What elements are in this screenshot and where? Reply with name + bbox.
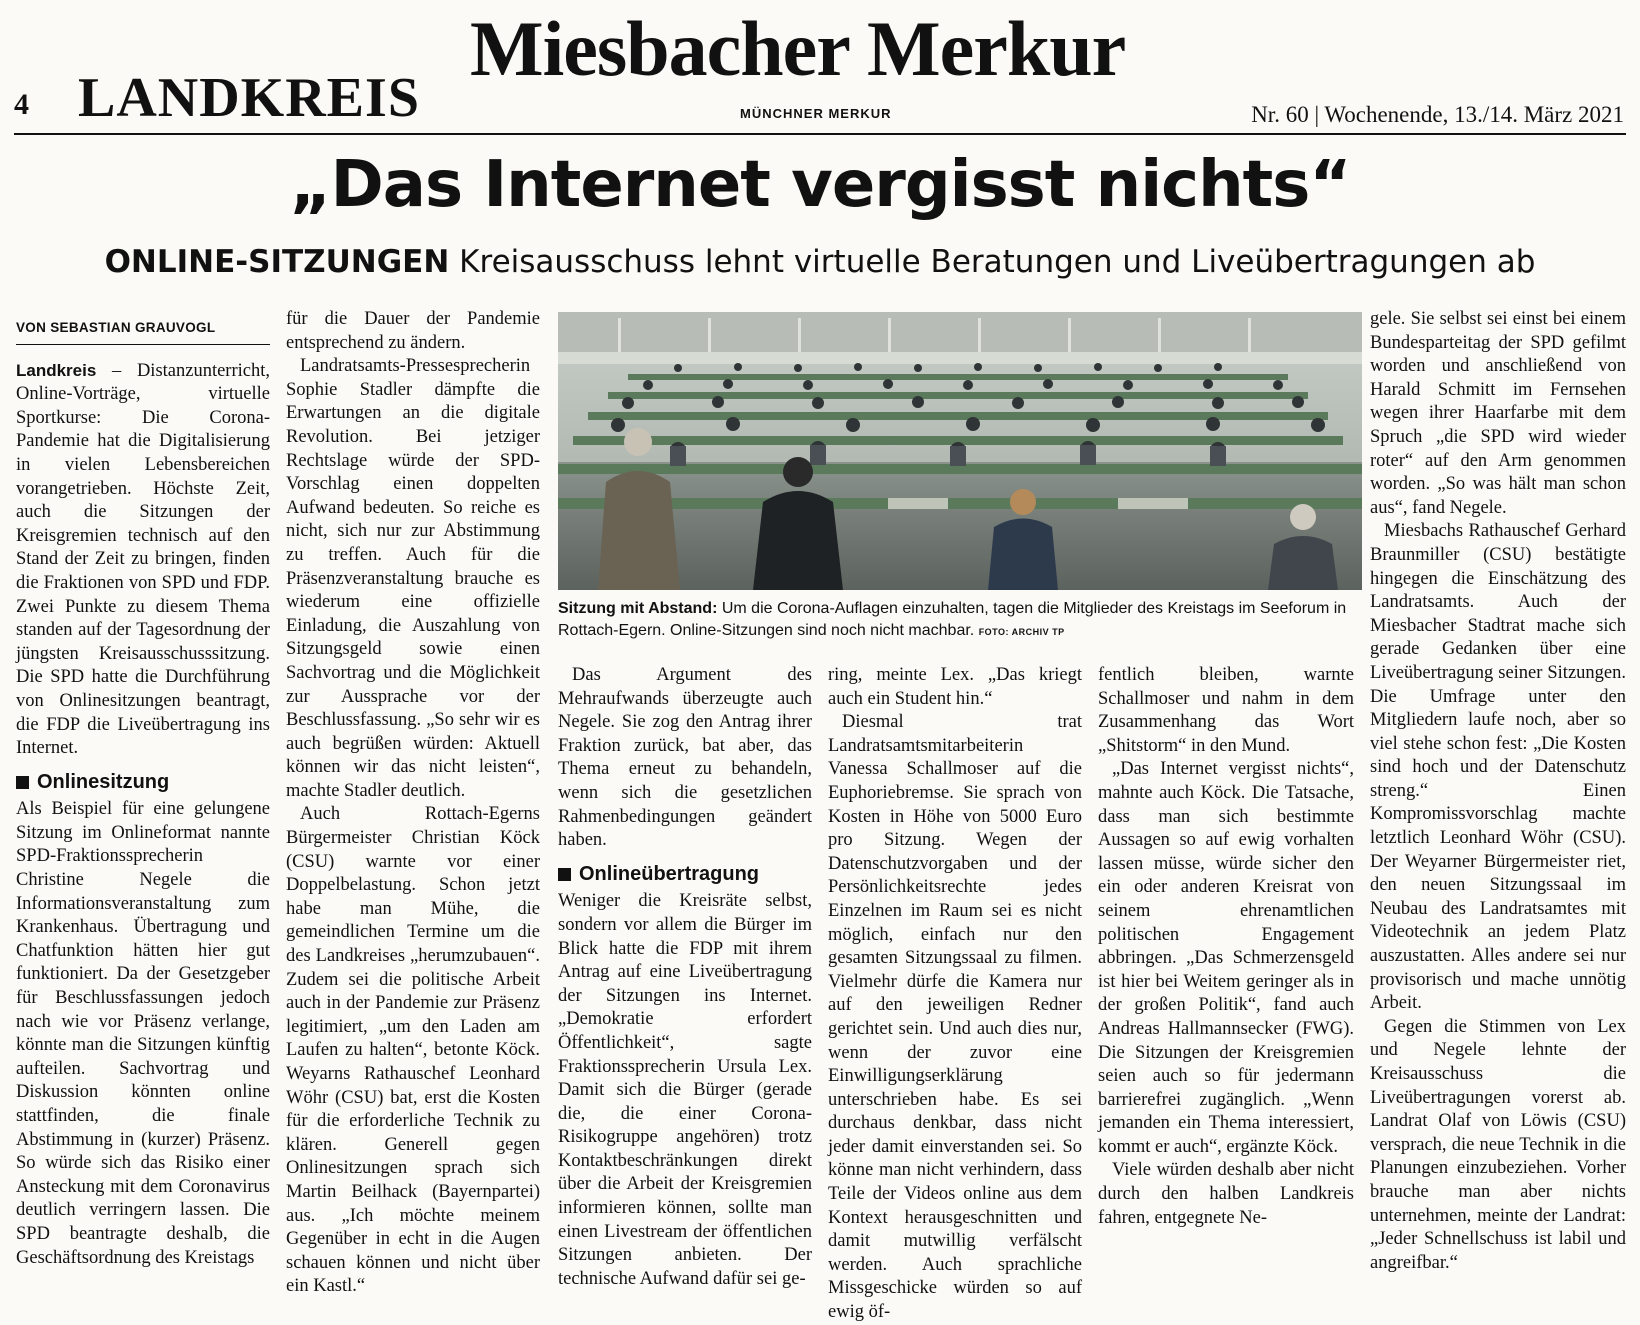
meeting-photo — [558, 312, 1362, 590]
masthead-rule — [14, 133, 1626, 135]
column-1 — [16, 316, 270, 1270]
paragraph: Gegen die Stimmen von Lex und Negele lehnte der Kreisausschuss die Liveübertragungen vorerst ab. Landrat Olaf von Löwis (CSU) versprach, die neue Technik in die Planungen einzubeziehen. Vorher brauche man aber nichts unternehmen, meinte der Landrat: „Jeder Schnellschuss ist labil und angreifbar.“ — [1370, 1016, 1626, 1273]
paragraph: Diesmal trat Landratsamtsmitarbeiterin Vanessa Schallmoser auf die Euphoriebremse. Sie sprach von Kosten in Höhe von 5000 Euro pro Sitzung. Wegen der Datenschutzvorgaben und der Persönlichkeitsrechte jedes Einzelnen im Raum sei es nicht möglich, einfach nur den gesamten Sitzungssaal zu filmen. Vielmehr dürfe die Kamera nur auf den jeweiligen Redner gerichtet sein. Und auch dies nur, wenn der zuvor eine Einwilligungserklärung unterschrieben habe. Es sei durchaus denkbar, dass nicht jeder damit einverstanden sei. So könne man nicht verhindern, dass Teile der Videos online aus dem Kontext herausgeschnitten und damit mutwillig verfälscht werden. Auch sprachliche Missgeschicke würden so auf ewig öf- — [828, 712, 1082, 1323]
paragraph: Landratsamts-Pressesprecherin Sophie Stadler dämpfte die Erwartungen an die digitale Revolution. Bei jetziger Rechtslage würde der SPD-Vorschlag einen doppelten Aufwand bedeuten. So reiche es nicht, sich nur zur Abstimmung zu treffen. Auch für die Präsenzveranstaltung brauche es wiederum eine offizielle Einladung, die Auszahlung von Sitzungsgeld sowie einen Sachvortrag und die Möglichkeit zur Aussprache vor der Beschlussfassung. „So sehr wir es auch begrüßen würden: Aktuell können wir das nicht leisten“, machte Stadler deutlich. — [286, 356, 540, 801]
paragraph: ring, meinte Lex. „Das kriegt auch ein Student hin.“ — [828, 665, 1082, 709]
paragraph: für die Dauer der Pandemie entsprechend zu ändern. — [286, 309, 540, 353]
paragraph: Weniger die Kreisräte selbst, sondern vor allem die Bürger im Blick hatte die FDP mit ihrem Antrag auf eine Liveübertragung der Sitzungen ins Internet. „Demokratie erfordert Öffentlichkeit“, sagte Fraktionssprecherin Ursula Lex. Damit sich die Bürger (gerade die, die einer Corona-Risikogruppe angehören) trotz Kontaktbeschränkungen direkt über die Arbeit der Kreisgremien informieren können, sollte man einen Livestream der öffentlichen Sitzungen anbieten. Der technische Aufwand dafür sei ge- — [558, 891, 812, 1289]
newspaper-name: Miesbacher Merkur — [470, 5, 1126, 92]
newspaper-subtitle: MÜNCHNER MERKUR — [740, 106, 892, 121]
paragraph: gele. Sie selbst sei einst bei einem Bundesparteitag der SPD gefilmt worden und anschließend von Harald Schmitt im Fernsehen wegen ihrer Haarfarbe mit dem Spruch „die SPD wird wieder roter“ auf den Arm genommen worden. „So was hält man schon aus“, fand Negele. — [1370, 309, 1626, 518]
paragraph: Miesbachs Rathauschef Gerhard Braunmiller (CSU) bestätigte hingegen die Einschätzung des Landratsamts. Auch der Miesbacher Stadtrat mache sich gerade Gedanken über eine Liveübertragung seiner Sitzungen. Die Umfrage unter den Mitgliedern laufe noch, aber so viel stehe schon fest: „Die Kosten sind hoch und der Datenschutz streng.“ Einen Kompromissvorschlag machte letztlich Leonhard Wöhr (CSU). Der Weyarner Bürgermeister riet, den neuen Sitzungssaal im Neubau des Landratsamtes mit Videotechnik an jedem Platz auszustatten. Alles andere sei nur provisorisch und mache unnötig Arbeit. — [1370, 521, 1626, 1014]
paragraph: Das Argument des Mehraufwands überzeugte auch Negele. Sie zog den Antrag ihrer Fraktion zurück, bat aber, das Thema erneut zu behandeln, wenn sich die gesetzlichen Rahmenbedingungen geändert haben. — [558, 665, 812, 851]
paragraph: „Das Internet vergisst nichts“, mahnte auch Köck. Die Tatsache, dass man sich bestimmte Aussagen so auf ewig vorhalten lassen müsse, würde sicher den ein oder anderen Kreisrat von seinem ehrenamtlichen politischen Engagement abbringen. „Das Schmerzensgeld ist hier bei Weitem geringer als in der großen Politik“, fand auch Andreas Hallmannsecker (FWG). Die Sitzungen der Kreisgremien seien auch so für jedermann barrierefrei zugänglich. „Wenn jemanden ein Thema interessiert, kommt er auch“, ergänzte Köck. — [1098, 759, 1354, 1157]
byline: VON SEBASTIAN GRAUVOGL — [16, 316, 270, 345]
paragraph: fentlich bleiben, warnte Schallmoser und nahm in dem Zusammenhang das Wort „Shitstorm“ in den Mund. — [1098, 665, 1354, 756]
issue-info: Nr. 60 | Wochenende, 13./14. März 2021 — [1251, 102, 1624, 127]
caption-text: Um die Corona-Auflagen einzuhalten, tagen die Mitglieder des Kreistags im Seeforum in Rottach-Egern. Online-Sitzungen sind noch nicht machbar. — [558, 600, 1347, 639]
subheadline — [0, 244, 1640, 281]
subhead-text: Kreisausschuss lehnt virtuelle Beratungen und Liveübertragungen ab — [459, 244, 1536, 280]
photo-credit: FOTO: ARCHIV TP — [978, 627, 1065, 637]
photo-illustration — [558, 312, 1362, 590]
paragraph: Landkreis – Distanzunterricht, Online-Vorträge, virtuelle Sportkurse: Die Corona-Pandemie hat die Digitalisierung in vielen Lebensbereichen vorangetrieben. Höchste Zeit, auch die Sitzungen der Kreisgremien technisch auf den Stand der Zeit zu bringen, finden die Fraktionen von SPD und FDP. Zwei Punkte zu diesem Thema standen auf der Tagesordnung der jüngsten Kreisausschusssitzung. Die SPD hatte die Durchführung von Onlinesitzungen beantragt, die FDP die Liveübertragung ins Internet. — [16, 360, 270, 759]
section-title: LANDKREIS — [78, 67, 420, 129]
column-4 — [828, 664, 1082, 1325]
masthead — [0, 0, 1640, 140]
page-number: 4 — [14, 88, 29, 121]
paragraph: Auch Rottach-Egerns Bürgermeister Christian Köck (CSU) warnte vor einer Doppelbelastung. Schon jetzt habe man Mühe, die gemeindlichen Termine um die des Landkreises „herumzubauen“. Zudem sei die politische Arbeit auch in der Pandemie zur Präsenz legitimiert, „um den Laden am Laufen zu halten“, betonte Köck. Weyarns Rathauschef Leonhard Wöhr (CSU) bat, erst die Kosten für die erforderliche Technik zu klären. Generell gegen Onlinesitzungen sprach sich Martin Beilhack (Bayernpartei) aus. „Ich möchte meinem Gegenüber in echt in die Augen schauen können und nicht über ein Kastl.“ — [286, 804, 540, 1297]
photo-caption — [558, 598, 1362, 643]
intertitle: Onlinesitzung — [16, 771, 270, 795]
square-bullet-icon — [16, 776, 29, 789]
column-2 — [286, 308, 540, 1299]
dateline: Landkreis — [16, 360, 97, 380]
paragraph: Als Beispiel für eine gelungene Sitzung im Onlineformat nannte SPD-Fraktionssprecherin Christine Negele die Informationsveranstaltung zum Krankenhaus. Übertragung und Chatfunktion hätten hier gut funktioniert. Da der Gesetzgeber für Beschlussfassungen jedoch nach wie vor Präsenz verlange, könnte man die Sitzungen künftig aufteilen. Sachvortrag und Diskussion könnten online stattfinden, die finale Abstimmung in (kurzer) Präsenz. So würde sich das Risiko einer Ansteckung mit dem Coronavirus deutlich verringern lassen. Die SPD beantragte deshalb, die Geschäftsordnung des Kreistags — [16, 799, 270, 1268]
headline: „Das Internet vergisst nichts“ — [289, 148, 1351, 222]
caption-lead: Sitzung mit Abstand: — [558, 600, 718, 617]
column-3 — [558, 664, 812, 1291]
paragraph: Viele würden deshalb aber nicht durch den halben Landkreis fahren, entgegnete Ne- — [1098, 1160, 1354, 1228]
column-6 — [1370, 308, 1626, 1275]
column-5 — [1098, 664, 1354, 1230]
intertitle: Onlineübertragung — [558, 863, 812, 887]
square-bullet-icon — [558, 868, 571, 881]
kicker: ONLINE-SITZUNGEN — [104, 244, 450, 280]
